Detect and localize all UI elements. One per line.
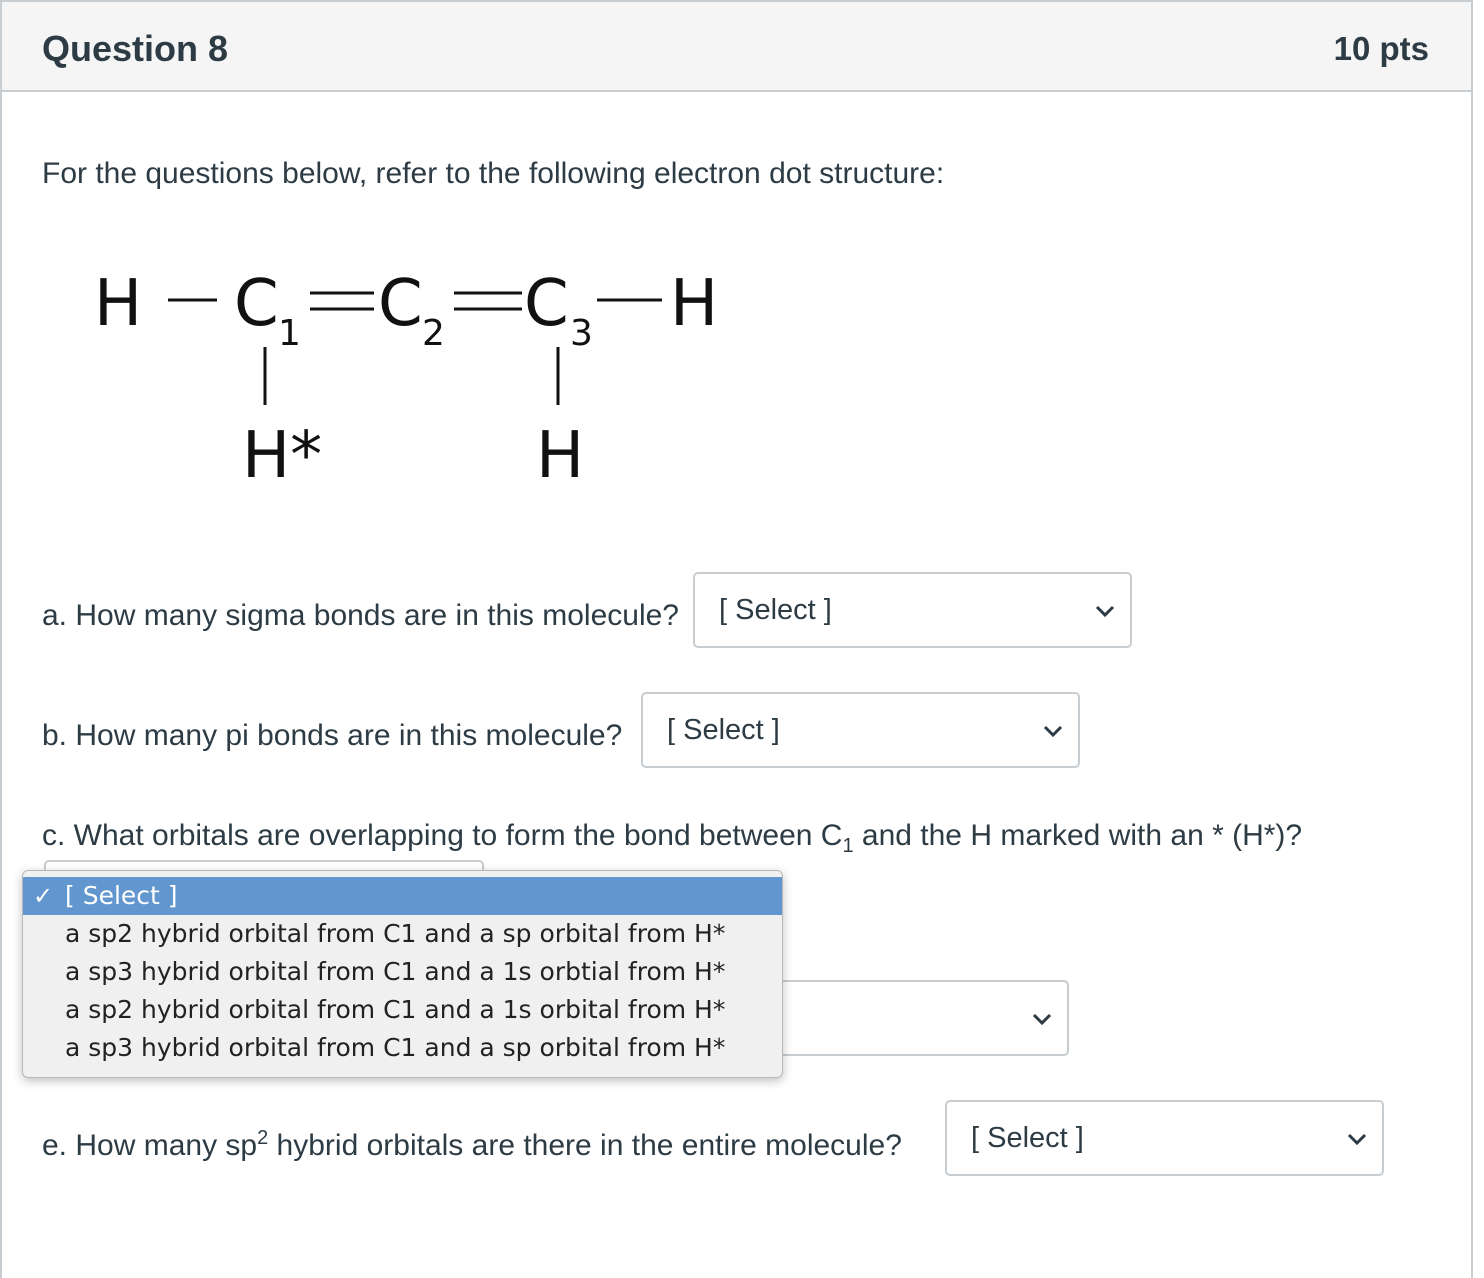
- dropdown-option-label: a sp3 hybrid orbital from C1 and a sp orbital from H*: [65, 1033, 726, 1062]
- question-points: 10 pts: [1333, 30, 1429, 67]
- part-a-select[interactable]: [693, 572, 1132, 648]
- atom-c3-subscript: 3: [570, 313, 593, 354]
- part-b-question: b. How many pi bonds are in this molecule?: [42, 719, 623, 752]
- chevron-down-icon: [1094, 602, 1116, 620]
- chevron-down-icon: [1346, 1130, 1368, 1148]
- part-c-text-before: c. What orbitals are overlapping to form the bond between C: [42, 819, 843, 852]
- dropdown-option-label: a sp2 hybrid orbital from C1 and a sp orbital from H*: [65, 919, 726, 948]
- atom-h-bottom: H: [536, 419, 585, 493]
- checkmark-icon: ✓: [33, 882, 54, 910]
- atom-h-star: H*: [242, 419, 323, 493]
- atom-h-left: H: [94, 267, 143, 341]
- part-a-select-value: [ Select ]: [719, 594, 832, 626]
- dropdown-option[interactable]: [23, 991, 782, 1029]
- part-b-select-value: [ Select ]: [667, 714, 780, 746]
- part-e-select-value: [ Select ]: [971, 1122, 1084, 1154]
- atom-c2-subscript: 2: [422, 313, 445, 354]
- atom-c2: C: [378, 267, 423, 341]
- part-e-text-after: hybrid orbitals are there in the entire molecule?: [268, 1129, 902, 1162]
- chevron-down-icon: [1031, 1010, 1053, 1028]
- dropdown-option-label: a sp3 hybrid orbital from C1 and a 1s orbtial from H*: [65, 957, 726, 986]
- part-c-dropdown-menu[interactable]: [22, 870, 783, 1078]
- part-e-superscript: 2: [257, 1127, 269, 1149]
- question-header: [2, 2, 1471, 92]
- part-a-question: a. How many sigma bonds are in this molecule?: [42, 599, 679, 632]
- part-e-select[interactable]: [945, 1100, 1384, 1176]
- dropdown-option[interactable]: [23, 1029, 782, 1067]
- dropdown-option[interactable]: [23, 953, 782, 991]
- dropdown-option[interactable]: [23, 915, 782, 953]
- question-title: Question 8: [42, 28, 229, 69]
- atom-h-right: H: [670, 267, 719, 341]
- part-e-question: [42, 1127, 902, 1163]
- dropdown-option[interactable]: [23, 877, 782, 915]
- electron-dot-structure: [82, 257, 762, 497]
- atom-c1-subscript: 1: [278, 313, 301, 354]
- part-c-text-after: and the H marked with an * (H*)?: [853, 819, 1303, 852]
- part-b-select[interactable]: [641, 692, 1080, 768]
- chevron-down-icon: [1042, 722, 1064, 740]
- atom-c1: C: [234, 267, 279, 341]
- part-c-subscript: 1: [842, 835, 854, 857]
- part-c-question: [42, 819, 1302, 858]
- atom-c3: C: [524, 267, 569, 341]
- dropdown-option-label: a sp2 hybrid orbital from C1 and a 1s orbital from H*: [65, 995, 726, 1024]
- dropdown-option-label: [ Select ]: [65, 881, 178, 910]
- part-e-text-before: e. How many sp: [42, 1129, 258, 1162]
- question-intro: For the questions below, refer to the following electron dot structure:: [42, 157, 945, 190]
